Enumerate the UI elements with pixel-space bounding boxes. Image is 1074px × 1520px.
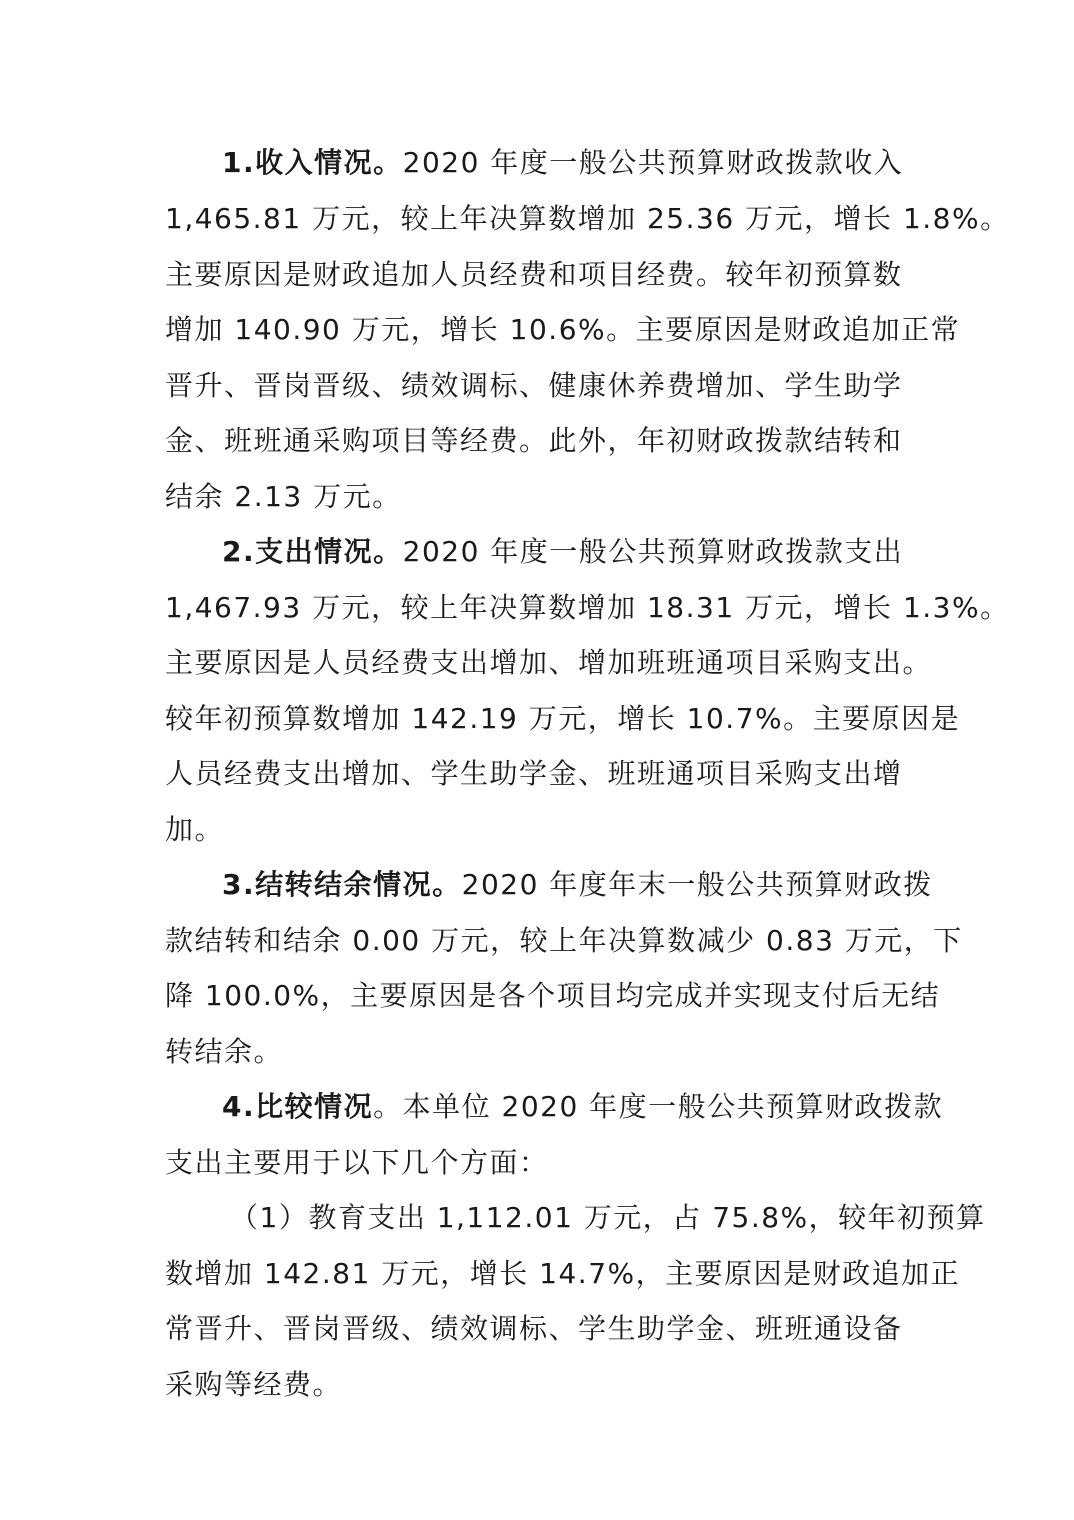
section4-heading: 4.比较情况 [222, 1090, 374, 1123]
section1-line-4: 晋升、晋岗晋级、绩效调标、健康休养费增加、学生助学 [165, 369, 903, 402]
section4-text-0: 。本单位 2020 年度一般公共预算财政拨款 [373, 1090, 944, 1123]
section3-line-3: 转结余。 [165, 1035, 284, 1068]
section3-text-0: 2020 年度年末一般公共预算财政拨 [461, 868, 933, 901]
section4-line-0 [222, 1087, 943, 1127]
item1-line-3: 采购等经费。 [165, 1368, 343, 1401]
section3-heading: 3.结转结余情况。 [222, 868, 462, 901]
item1-line-0: （1）教育支出 1,112.01 万元，占 75.8%，较年初预算 [230, 1201, 986, 1234]
section1-line-5: 金、班班通采购项目等经费。此外，年初财政拨款结转和 [165, 424, 903, 457]
section2-line-0 [222, 532, 903, 572]
section3-line-1: 款结转和结余 0.00 万元，较上年决算数减少 0.83 万元，下 [165, 924, 963, 957]
section3-line-0 [222, 865, 933, 905]
section1-heading: 1.收入情况。 [222, 146, 403, 179]
section2-line-3: 较年初预算数增加 142.19 万元，增长 10.7%。主要原因是 [165, 702, 961, 735]
section1-text-0: 2020 年度一般公共预算财政拨款收入 [402, 146, 904, 179]
section2-line-1: 1,467.93 万元，较上年决算数增加 18.31 万元，增长 1.3%。 [165, 591, 1010, 624]
item1-line-2: 常晋升、晋岗晋级、绩效调标、学生助学金、班班通设备 [165, 1312, 903, 1345]
section1-line-3: 增加 140.90 万元，增长 10.6%。主要原因是财政追加正常 [165, 313, 961, 346]
section1-line-1: 1,465.81 万元，较上年决算数增加 25.36 万元，增长 1.8%。 [165, 202, 1010, 235]
section2-line-5: 加。 [165, 813, 225, 846]
section1-line-2: 主要原因是财政追加人员经费和项目经费。较年初预算数 [165, 258, 903, 291]
section2-line-4: 人员经费支出增加、学生助学金、班班通项目采购支出增 [165, 757, 903, 790]
section1-line-0 [222, 143, 903, 183]
section2-text-0: 2020 年度一般公共预算财政拨款支出 [402, 535, 904, 568]
section4-line-1: 支出主要用于以下几个方面： [165, 1146, 549, 1179]
item1-line-1: 数增加 142.81 万元，增长 14.7%，主要原因是财政追加正 [165, 1257, 961, 1290]
section3-line-2: 降 100.0%，主要原因是各个项目均完成并实现支付后无结 [165, 979, 941, 1012]
section2-heading: 2.支出情况。 [222, 535, 403, 568]
section1-line-6: 结余 2.13 万元。 [165, 480, 402, 513]
section2-line-2: 主要原因是人员经费支出增加、增加班班通项目采购支出。 [165, 646, 933, 679]
